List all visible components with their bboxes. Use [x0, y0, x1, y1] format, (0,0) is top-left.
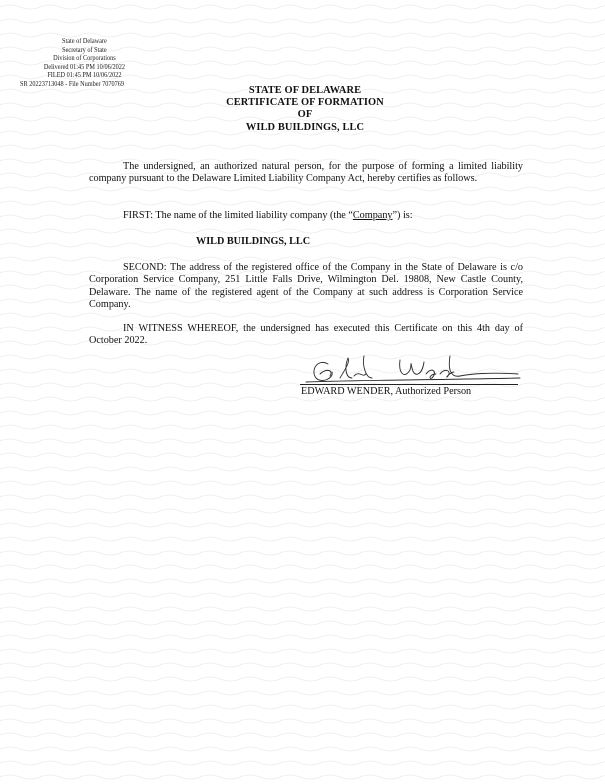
company-name: WILD BUILDINGS, LLC	[196, 236, 311, 247]
signer-name: EDWARD WENDER, Authorized Person	[301, 386, 472, 397]
defined-term-company: Company	[352, 210, 393, 221]
handwritten-signature	[300, 348, 530, 388]
title-company: WILD BUILDINGS, LLC	[245, 121, 365, 133]
first-article	[89, 210, 523, 222]
filing-stamp	[20, 38, 149, 90]
witness-clause: IN WITNESS WHEREOF, the undersigned has executed this Certificate on this 4th day of October 2022.	[89, 323, 523, 347]
title-state: STATE OF DELAWARE	[248, 85, 362, 96]
stamp-file-number: SR 20223713048 - File Number 7070769	[20, 80, 125, 88]
intro-paragraph: The undersigned, an authorized natural person, for the purpose of forming a limited liability company pursuant to the Delaware Limited Liability Company Act, hereby certifies as follows.	[89, 161, 523, 185]
stamp-line: Division of Corporations	[53, 55, 116, 63]
title-certificate: CERTIFICATE OF FORMATION	[226, 97, 384, 109]
stamp-line: State of Delaware	[62, 38, 107, 45]
first-article-prefix: FIRST: The name of the limited liability company (the “	[123, 210, 353, 221]
stamp-line: Delivered 01:45 PM 10/06/2022	[43, 63, 125, 71]
document-title	[200, 85, 410, 134]
stamp-line: Secretary of State	[62, 46, 107, 54]
signature-line	[300, 384, 518, 385]
second-article: SECOND: The address of the registered office of the Company in the State of Delaware is c/o Corporation Service Company, 251 Little Falls Drive, Wilmington Del. 19808, New Castle County, Delaware. The name of the registered agent of the Company at such address is Corporation Service Company.	[89, 262, 523, 311]
first-article-suffix: ”) is:	[392, 210, 413, 221]
stamp-line: FILED 01:45 PM 10/06/2022	[47, 72, 122, 80]
title-of: OF	[297, 109, 313, 121]
